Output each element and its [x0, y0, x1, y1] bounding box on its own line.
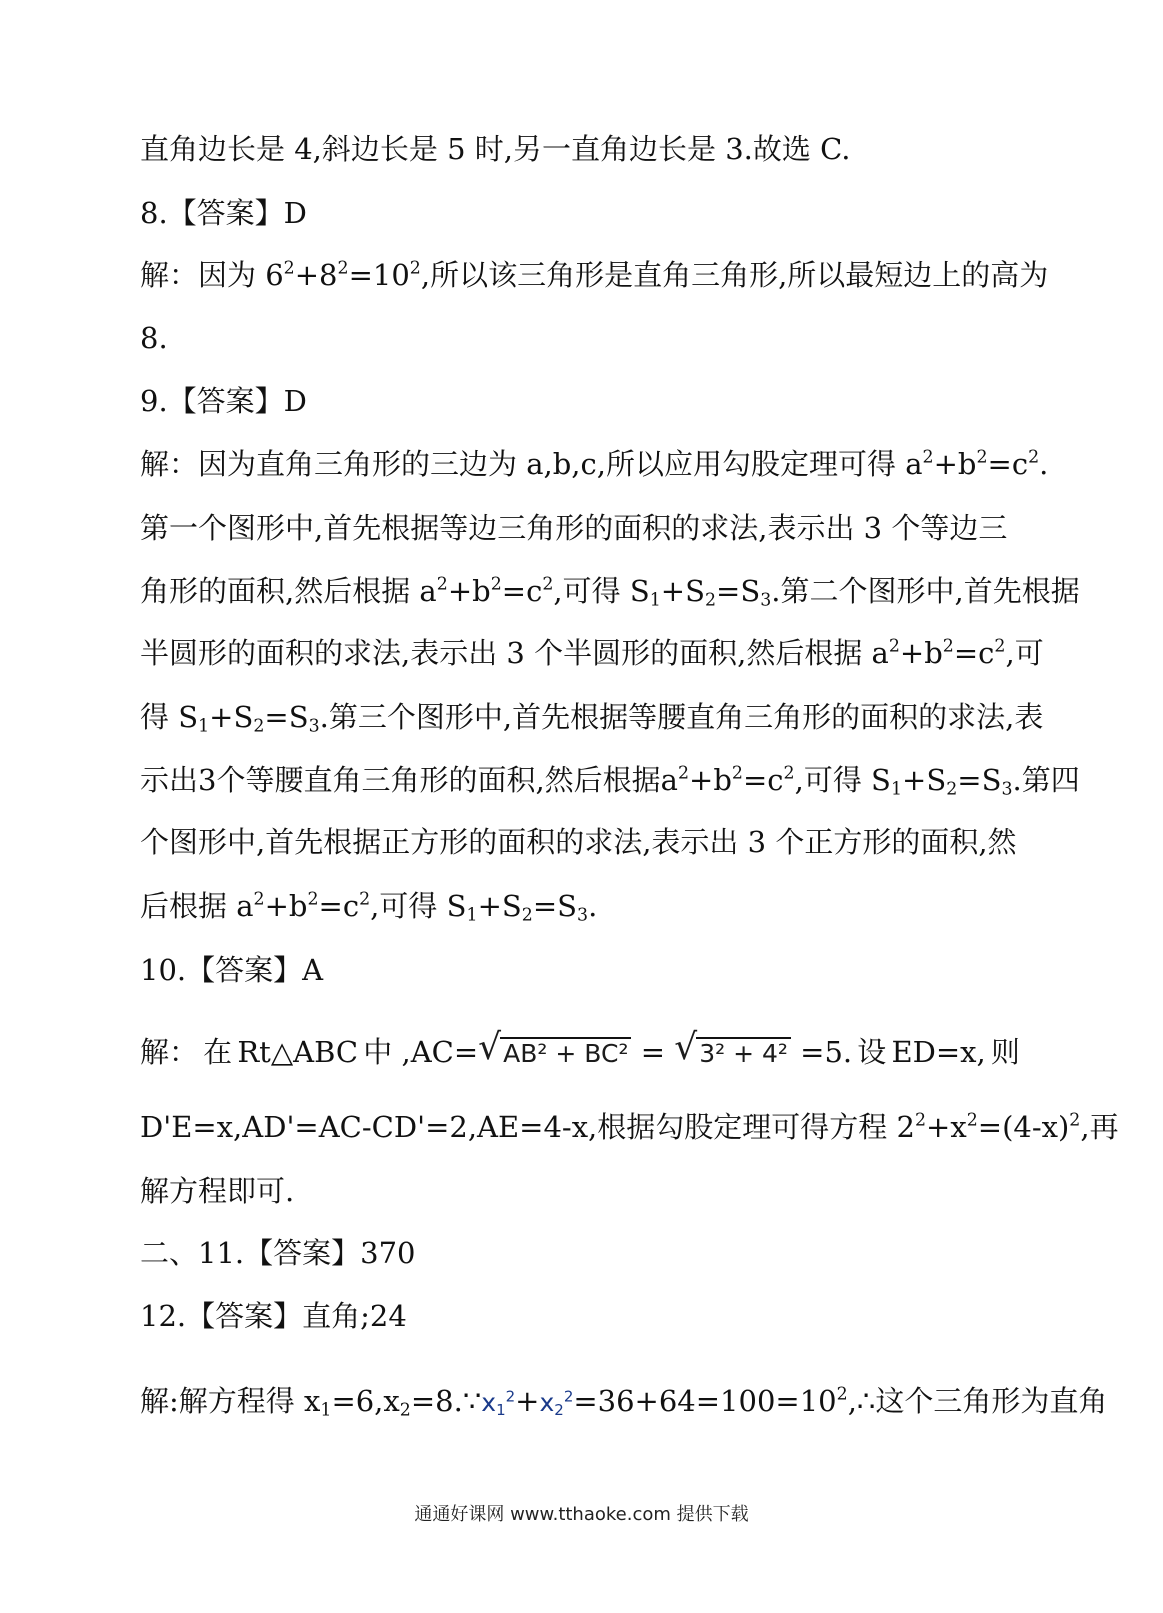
solution-9-line-1: 解：因为直角三角形的三边为 a,b,c,所以应用勾股定理可得 $a^2+b^2=c^2$.	[140, 447, 1049, 481]
solution-12-line-1: 解:解方程得 $x_1=6,x_2=8.\because x_1^2+x_2^2=36+64=100=10^2,\therefore$这个三角形为直角	[140, 1384, 1108, 1421]
sqrt-3-4: √ 3² + 4²	[674, 1034, 791, 1074]
answer-8: 8.【答案】D	[140, 196, 307, 230]
answer-11: 二、11.【答案】370	[140, 1236, 416, 1270]
sqrt-ab-bc: √ AB² + BC²	[478, 1034, 631, 1074]
solution-10-line-1: 解： 在 Rt△ABC 中 ,AC=√ AB² + BC² = √ 3² + 4² =5. 设 ED=x, 则	[140, 1032, 1020, 1074]
solution-9-line-2: 第一个图形中,首先根据等边三角形的面积的求法,表示出 3 个等边三	[140, 511, 1008, 545]
solution-8-line-2: 8.	[140, 321, 168, 355]
solution-9-line-4: 半圆形的面积的求法,表示出 3 个半圆形的面积,然后根据 $a^2+b^2=c^2$,可	[140, 636, 1044, 670]
solution-9-line-8: 后根据 $a^2+b^2=c^2$,可得 $S_1+S_2=S_3$.	[140, 889, 598, 926]
solution-9-line-7: 个图形中,首先根据正方形的面积的求法,表示出 3 个正方形的面积,然	[140, 825, 1017, 859]
solution-10-line-3: 解方程即可.	[140, 1174, 295, 1208]
solution-9-line-3: 角形的面积,然后根据 $a^2+b^2=c^2$,可得 $S_1+S_2=S_3$.第二个图形中,首先根据	[140, 574, 1080, 611]
footer-watermark: 通通好课网 www.tthaoke.com 提供下载	[414, 1504, 749, 1525]
solution-10-line-2: D'E=x,AD'=AC-CD'=2,AE=4-x,根据勾股定理可得方程 $2^2+x^2=(4-x)^2$,再	[140, 1110, 1119, 1144]
solution-9-line-5: 得 $S_1+S_2=S_3$.第三个图形中,首先根据等腰直角三角形的面积的求法,表	[140, 700, 1044, 737]
answer-9: 9.【答案】D	[140, 384, 307, 418]
answer-12: 12.【答案】直角;24	[140, 1299, 407, 1333]
solution-9-line-6: 示出3个等腰直角三角形的面积,然后根据$a^2+b^2=c^2$,可得 $S_1+S_2=S_3$.第四	[140, 763, 1080, 800]
text-line: 直角边长是 4,斜边长是 5 时,另一直角边长是 3.故选 C.	[140, 132, 851, 166]
answer-10: 10.【答案】A	[140, 953, 324, 987]
solution-8-line-1: 解：因为 $6^2+8^2=10^2$,所以该三角形是直角三角形,所以最短边上的高为	[140, 258, 1049, 292]
